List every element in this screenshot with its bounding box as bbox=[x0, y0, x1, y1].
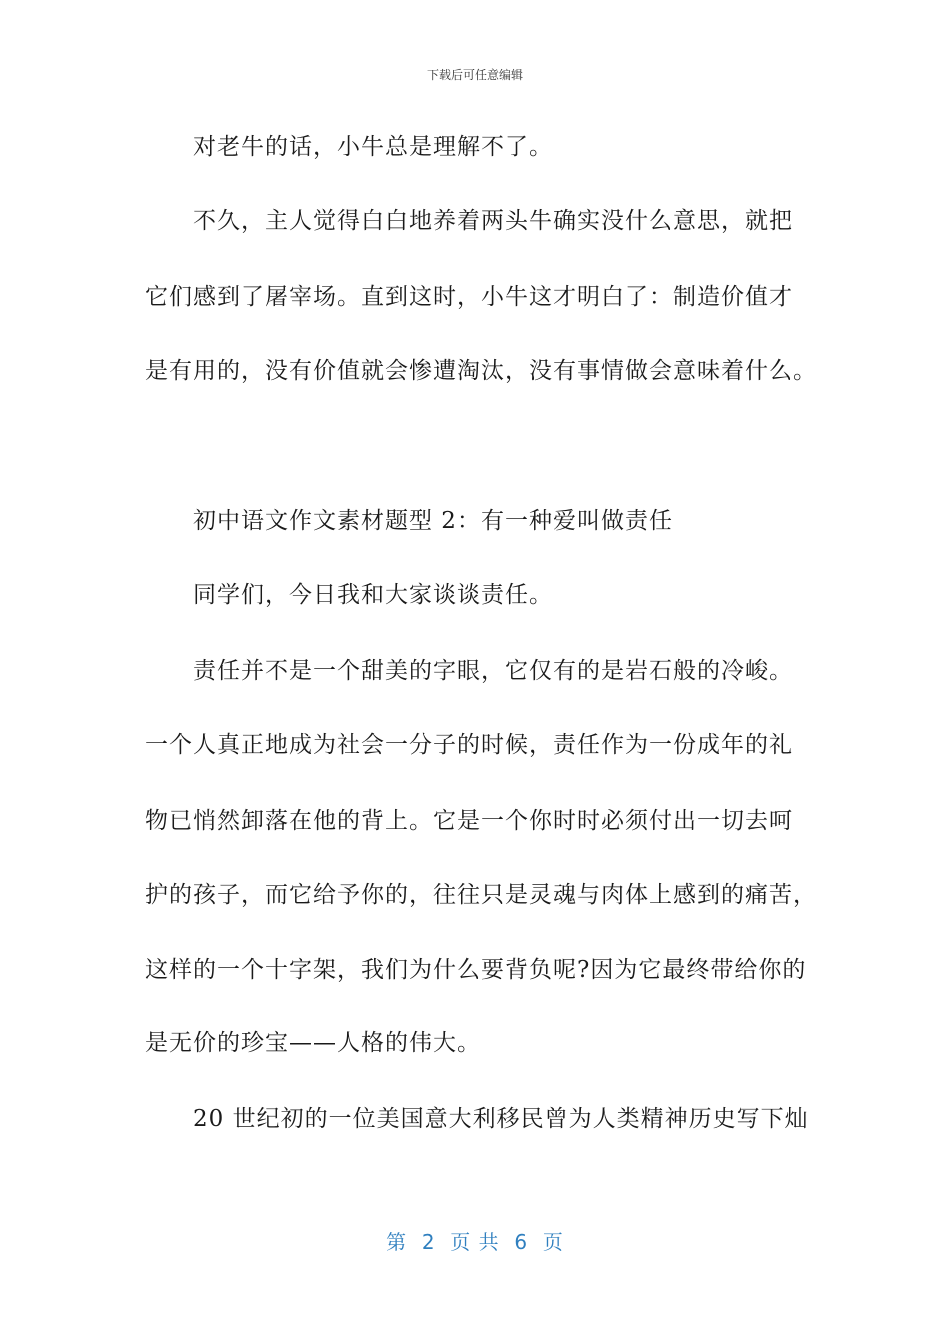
paragraph-line: 这样的一个十字架，我们为什么要背负呢?因为它最终带给你的 bbox=[145, 957, 807, 983]
section-heading: 初中语文作文素材题型 2：有一种爱叫做责任 bbox=[193, 508, 673, 534]
paragraph-line: 物已悄然卸落在他的背上。它是一个你时时必须付出一切去呵 bbox=[145, 808, 793, 834]
page-number-footer: 第 2 页 共 6 页 bbox=[386, 1230, 564, 1254]
paragraph-line: 同学们，今日我和大家谈谈责任。 bbox=[193, 582, 553, 608]
paragraph-line: 不久，主人觉得白白地养着两头牛确实没什么意思，就把 bbox=[193, 208, 793, 234]
paragraph-line: 对老牛的话，小牛总是理解不了。 bbox=[193, 134, 553, 160]
paragraph-line: 它们感到了屠宰场。直到这时，小牛这才明白了：制造价值才 bbox=[145, 284, 793, 310]
paragraph-line: 20 世纪初的一位美国意大利移民曾为人类精神历史写下灿 bbox=[193, 1106, 809, 1132]
paragraph-line: 一个人真正地成为社会一分子的时候，责任作为一份成年的礼 bbox=[145, 732, 793, 758]
paragraph-line: 是无价的珍宝——人格的伟大。 bbox=[145, 1030, 481, 1056]
page-header-note: 下载后可任意编辑 bbox=[426, 68, 523, 82]
paragraph-line: 责任并不是一个甜美的字眼，它仅有的是岩石般的冷峻。 bbox=[193, 658, 793, 684]
paragraph-line: 护的孩子，而它给予你的，往往只是灵魂与肉体上感到的痛苦， bbox=[145, 882, 817, 908]
paragraph-line: 是有用的，没有价值就会惨遭淘汰，没有事情做会意味着什么。 bbox=[145, 358, 817, 384]
